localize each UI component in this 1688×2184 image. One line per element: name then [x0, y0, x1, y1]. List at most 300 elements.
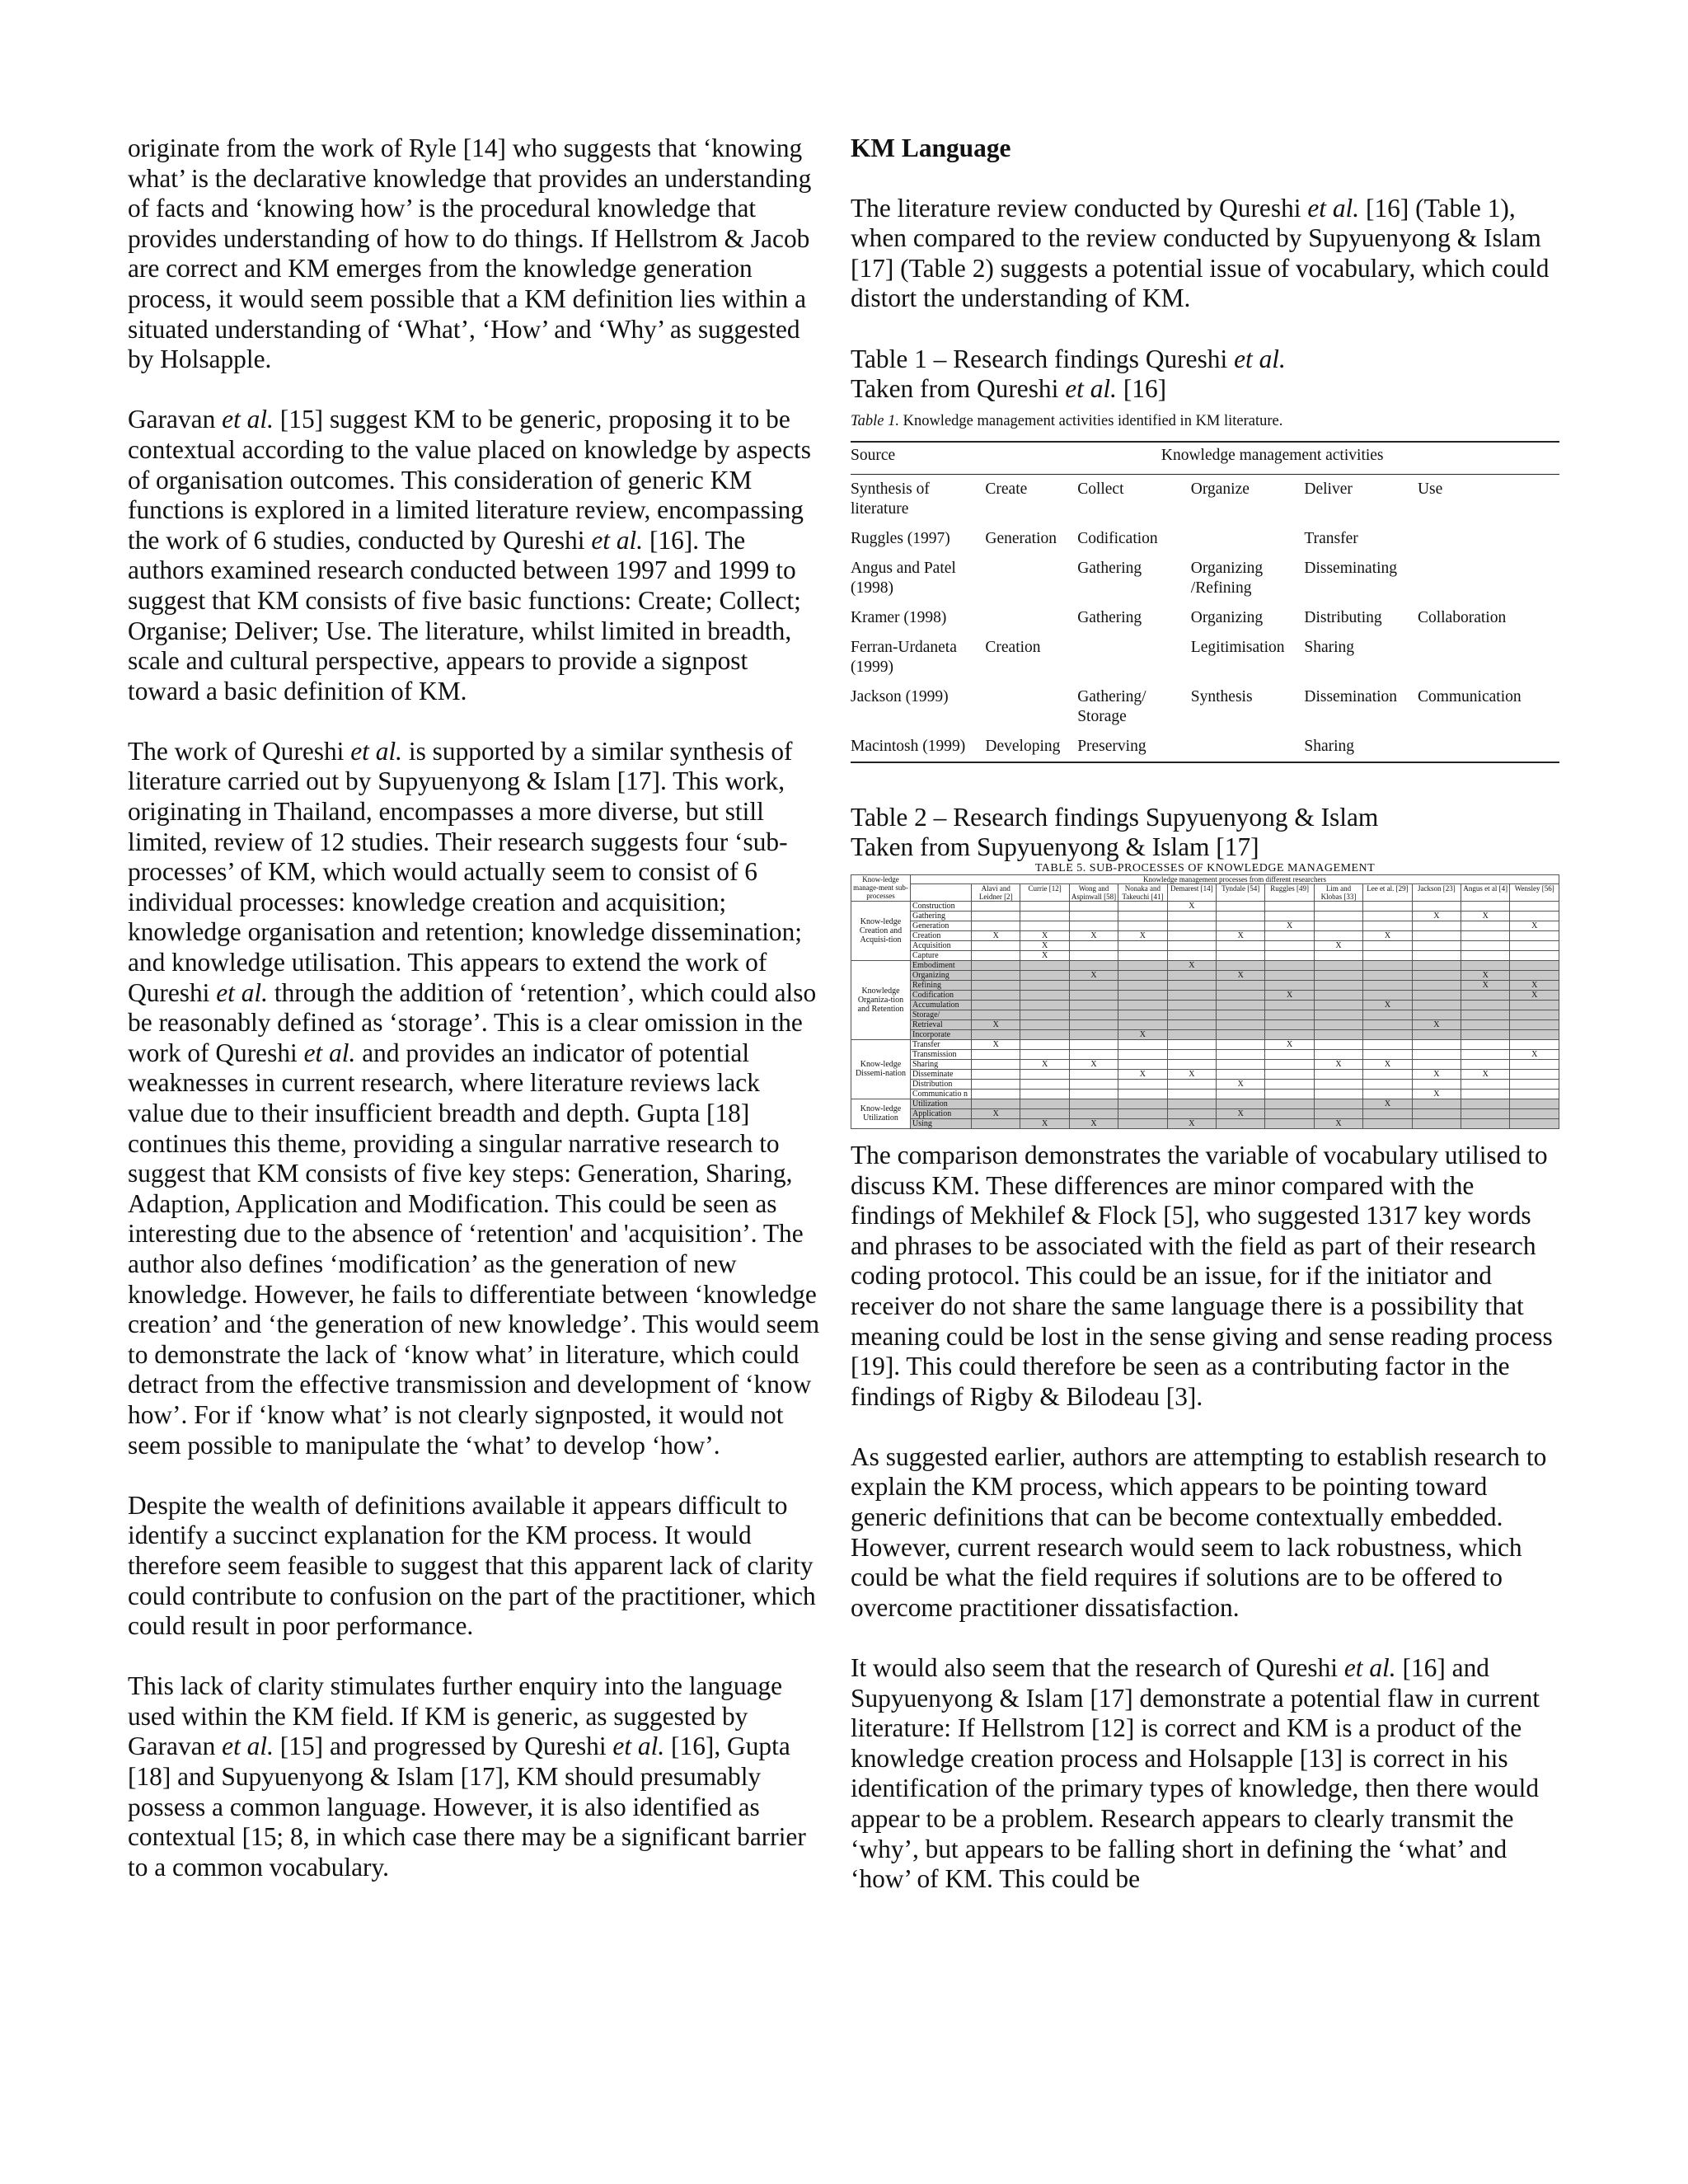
table2-mark-cell	[1069, 940, 1118, 950]
table2-mark-cell	[1314, 1099, 1362, 1108]
table2-mark-cell	[1069, 1000, 1118, 1010]
table2-mark-cell	[1363, 980, 1412, 990]
table2-row	[851, 1069, 1559, 1079]
table1-cell	[985, 603, 1077, 633]
table2-mark-cell	[1510, 960, 1559, 970]
table2-mark-cell	[1510, 1029, 1559, 1039]
table2-mark-cell	[972, 1000, 1020, 1010]
table2-subprocess-cell: Codification	[911, 990, 972, 1000]
para-italic: et al.	[303, 1038, 356, 1067]
table2-row	[851, 1010, 1559, 1019]
table2-mark-cell	[972, 1118, 1020, 1128]
table2-mark-cell	[1412, 950, 1461, 960]
table2-mark-cell	[1020, 1069, 1069, 1079]
table2-mark-cell: X	[1412, 1019, 1461, 1029]
para-text: The comparison demonstrates the variable of vocabulary utilised to discuss KM. These differences are minor compared with the findings of Mekhilef & Flock [5], who suggested 1317 key words and phrases to be associated with the field as part of their research coding protocol. This could be an issue, for if the initiator and receiver do not share the same language there is a possibility that meaning could be lost in the sense giving and sense reading process [19]. This could therefore be seen as a contributing factor in the findings of Rigby & Bilodeau [3].	[851, 1140, 1553, 1411]
table2-mark-cell	[1412, 901, 1461, 911]
caption-text: [16]	[1116, 374, 1167, 404]
table2-group-cell: Knowledge Organiza-tion and Retention	[851, 960, 911, 1039]
table2-mark-cell	[1217, 1029, 1265, 1039]
table2-mark-cell	[1510, 1118, 1559, 1128]
table2-header-row	[851, 874, 1559, 883]
table2-mark-cell	[1020, 1089, 1069, 1099]
table2-mark-cell: X	[1510, 1049, 1559, 1059]
table2-title: TABLE 5. SUB-PROCESSES OF KNOWLEDGE MANAGEMENT	[1034, 861, 1376, 874]
table2-mark-cell	[1167, 1010, 1216, 1019]
table2-row	[851, 1059, 1559, 1069]
table2-mark-cell	[1412, 930, 1461, 940]
table1-inner-caption	[851, 411, 1559, 431]
table2-mark-cell	[1510, 1089, 1559, 1099]
table2-mark-cell	[1412, 960, 1461, 970]
left-paragraph-1	[128, 134, 820, 375]
table2-mark-cell: X	[972, 1108, 1020, 1118]
table2-header-left: Know-ledge manage-ment sub-processes	[851, 874, 911, 901]
table2-subprocess-cell: Construction	[911, 901, 972, 911]
table2-mark-cell	[1118, 950, 1167, 960]
table2-mark-cell	[972, 1010, 1020, 1019]
table1-cell	[985, 554, 1077, 603]
table2-mark-cell	[1217, 1089, 1265, 1099]
table2-mark-cell	[1020, 911, 1069, 921]
table1-figure	[851, 411, 1559, 763]
table2-subprocess-cell: Organizing	[911, 970, 972, 980]
table2-mark-cell	[1461, 1000, 1510, 1010]
table1-header-source: Source	[851, 442, 985, 475]
left-paragraph-2	[128, 405, 820, 706]
table2-mark-cell	[1265, 930, 1314, 940]
table2-mark-cell	[1118, 1000, 1167, 1010]
table1-cell: Gathering/ Storage	[1077, 687, 1146, 725]
table2-mark-cell	[1265, 911, 1314, 921]
table2-author-cell: Angus et al [4]	[1461, 883, 1510, 901]
table2-mark-cell	[1265, 1029, 1314, 1039]
table1-row	[851, 732, 1559, 762]
table2-subprocess-cell: Distribution	[911, 1079, 972, 1089]
table2-mark-cell	[972, 980, 1020, 990]
table2-mark-cell	[1217, 1059, 1265, 1069]
table2-mark-cell: X	[1510, 990, 1559, 1000]
left-paragraph-3	[128, 737, 820, 1460]
para-text: is supported by a similar synthesis of literature carried out by Supyuenyong & Islam [17]. This work, originating in Thailand, encompasses a more diverse, but still limited, review of 12 studies. Their research suggests four ‘sub-processes’ of KM, which would actually seem to consist of 6 individual processes: knowledge creation and acquisition; knowledge organisation and retention; knowledge dissemination; and knowledge utilisation. This appears to extend the work of Qureshi	[128, 736, 803, 1007]
table2-mark-cell: X	[1265, 921, 1314, 930]
table2-mark-cell	[1461, 990, 1510, 1000]
para-text: Despite the wealth of definitions available it appears difficult to identify a succinct explanation for the KM process. It would therefore seem feasible to suggest that this apparent lack of clarity could contribute to confusion on the part of the practitioner, which could result in poor performance.	[128, 1490, 816, 1641]
table2-mark-cell	[1265, 980, 1314, 990]
caption-text: Knowledge management activities identified in KM literature.	[898, 412, 1283, 429]
table2-mark-cell	[1167, 930, 1216, 940]
table2-author-cell: Jackson [23]	[1412, 883, 1461, 901]
table2-mark-cell: X	[1167, 901, 1216, 911]
table2-mark-cell	[1510, 901, 1559, 911]
table2-mark-cell	[1461, 1089, 1510, 1099]
table2-mark-cell	[1363, 1039, 1412, 1049]
table2-caption: Table 2 – Research findings Supyuenyong & Islam	[851, 802, 1379, 832]
table1-cell: Transfer	[1304, 529, 1358, 547]
table2-mark-cell	[1461, 1079, 1510, 1089]
table2-mark-cell: X	[1510, 921, 1559, 930]
table2-figure	[851, 863, 1559, 1129]
table2-mark-cell	[1510, 970, 1559, 980]
table1-cell: Sharing	[1304, 732, 1418, 762]
table2-mark-cell: X	[1363, 1000, 1412, 1010]
table2-row	[851, 901, 1559, 911]
table2-mark-cell	[1412, 1029, 1461, 1039]
table1-caption	[851, 344, 1559, 375]
table2-mark-cell: X	[1118, 1029, 1167, 1039]
table2-mark-cell	[1461, 930, 1510, 940]
table2-mark-cell	[1314, 950, 1362, 960]
table2-mark-cell	[1314, 980, 1362, 990]
table2-mark-cell	[1265, 1049, 1314, 1059]
table2-mark-cell	[1461, 921, 1510, 930]
table2-author-cell: Wong and Aspinwall [58]	[1069, 883, 1118, 901]
table2-mark-cell	[1265, 1118, 1314, 1128]
table1-cell: Dissemination	[1304, 687, 1398, 705]
para-text: [16]. The authors examined research conducted between 1997 and 1999 to suggest that KM consists of five basic functions: Create; Collect; Organise; Deliver; Use. The literature, whilst limited in breadth, scale and cultural perspective, appears to provide a signpost toward a basic definition of KM.	[128, 525, 801, 705]
table2-mark-cell	[972, 940, 1020, 950]
table1-row	[851, 682, 1559, 732]
table2-mark-cell: X	[1314, 1118, 1362, 1128]
table1-cell: Collect	[1077, 480, 1124, 498]
table1-cell: Organize	[1190, 480, 1250, 498]
table2-mark-cell	[1217, 950, 1265, 960]
table2-mark-cell	[1167, 1000, 1216, 1010]
table1-cell	[1077, 633, 1191, 682]
table2-subprocess-cell: Application	[911, 1108, 972, 1118]
table2-mark-cell	[1363, 1010, 1412, 1019]
table2-mark-cell	[1118, 921, 1167, 930]
para-text: The literature review conducted by Qureshi	[851, 193, 1308, 223]
table2-group-cell: Know-ledge Creation and Acquisi-tion	[851, 901, 911, 960]
table2-subprocess-cell: Transmission	[911, 1049, 972, 1059]
table2-mark-cell	[1314, 1019, 1362, 1029]
table2-mark-cell	[1118, 901, 1167, 911]
right-paragraph-4	[851, 1653, 1559, 1895]
table1-cell	[985, 682, 1077, 732]
table2-mark-cell: X	[1167, 1069, 1216, 1079]
table2-header-span: Knowledge management processes from different researchers	[911, 874, 1559, 883]
table2-mark-cell	[1510, 911, 1559, 921]
table2-mark-cell	[1363, 1049, 1412, 1059]
table2-mark-cell: X	[1265, 1039, 1314, 1049]
table2-author-row	[851, 883, 1559, 901]
table2-row	[851, 1039, 1559, 1049]
table2-mark-cell	[1314, 1039, 1362, 1049]
table1-cell: Sharing	[1304, 638, 1355, 656]
para-text: [15] suggest KM to be generic, proposing it to be contextual according to the value placed on knowledge by aspects of organisation outcomes. This consideration of generic KM functions is explored in a limited literature review, encompassing the work of 6 studies, conducted by Qureshi	[128, 405, 811, 555]
table1-cell: Create	[985, 480, 1028, 498]
table2-mark-cell	[1314, 1108, 1362, 1118]
para-text: Garavan	[128, 405, 223, 434]
table2-mark-cell	[1020, 960, 1069, 970]
table2-mark-cell	[1363, 1079, 1412, 1089]
table2-mark-cell	[1020, 1029, 1069, 1039]
table2-mark-cell	[1363, 1029, 1412, 1039]
table2-mark-cell	[1118, 960, 1167, 970]
table2-row	[851, 1099, 1559, 1108]
table2-mark-cell	[1069, 1039, 1118, 1049]
left-column	[128, 134, 820, 1913]
table2-subprocess-cell: Capture	[911, 950, 972, 960]
table1-cell: Disseminating	[1304, 559, 1398, 577]
table1-header-activities: Knowledge management activities	[985, 442, 1559, 475]
table2-mark-cell	[1020, 1039, 1069, 1049]
table2-mark-cell	[1363, 1118, 1412, 1128]
table2-mark-cell	[1020, 990, 1069, 1000]
table2-mark-cell	[1510, 940, 1559, 950]
table2-author-cell: Demarest [14]	[1167, 883, 1216, 901]
table2-mark-cell: X	[972, 930, 1020, 940]
right-column	[851, 134, 1559, 1924]
table2-mark-cell	[1118, 1059, 1167, 1069]
table2-mark-cell: X	[1069, 970, 1118, 980]
caption-text: Table 1 – Research findings Qureshi	[851, 344, 1235, 373]
table2-mark-cell	[1363, 990, 1412, 1000]
table2-mark-cell	[1510, 1010, 1559, 1019]
table2-subprocess-cell: Sharing	[911, 1059, 972, 1069]
table2-subprocess-cell: Using	[911, 1118, 972, 1128]
table2-mark-cell	[1510, 1099, 1559, 1108]
table2-mark-cell: X	[1363, 1099, 1412, 1108]
table2-mark-cell: X	[1020, 940, 1069, 950]
table2-mark-cell	[1020, 901, 1069, 911]
table2-mark-cell	[1461, 1019, 1510, 1029]
table1-source-cell: Macintosh (1999)	[851, 732, 985, 762]
table2-mark-cell	[1461, 1108, 1510, 1118]
para-text: The work of Qureshi	[128, 736, 351, 766]
table2-mark-cell	[1118, 1089, 1167, 1099]
table2-mark-cell	[972, 1049, 1020, 1059]
table2-subprocess-cell: Utilization	[911, 1099, 972, 1108]
table2-mark-cell: X	[1167, 1118, 1216, 1128]
table2-mark-cell	[1217, 911, 1265, 921]
caption-italic: et al.	[1234, 344, 1286, 373]
table1-row	[851, 603, 1559, 633]
table1-source	[851, 374, 1559, 405]
table2-mark-cell	[972, 1069, 1020, 1079]
table2-mark-cell: X	[1217, 930, 1265, 940]
table2-mark-cell	[1167, 1099, 1216, 1108]
table2-mark-cell	[972, 1079, 1020, 1089]
table2-row	[851, 1089, 1559, 1099]
table2-mark-cell: X	[1412, 1069, 1461, 1079]
table2-mark-cell	[1314, 921, 1362, 930]
table2-row	[851, 1019, 1559, 1029]
table2-mark-cell	[1412, 1108, 1461, 1118]
table2-mark-cell	[1461, 1059, 1510, 1069]
table1-cell: Collaboration	[1417, 608, 1507, 626]
table2-mark-cell	[1363, 940, 1412, 950]
table1-row	[851, 554, 1559, 603]
para-italic: et al.	[1307, 193, 1360, 223]
table2-mark-cell	[1314, 1089, 1362, 1099]
table2-mark-cell	[1069, 950, 1118, 960]
table1-body	[851, 474, 1559, 762]
table2-mark-cell: X	[1020, 930, 1069, 940]
table2-mark-cell	[1265, 1019, 1314, 1029]
para-text: originate from the work of Ryle [14] who suggests that ‘knowing what’ is the declarative knowledge that provides an understanding of facts and ‘knowing how’ is the procedural knowledge that provides understanding of how to do things. If Hellstrom & Jacob are correct and KM emerges from the knowledge generation process, it would seem possible that a KM definition lies within a situated understanding of ‘What’, ‘How’ and ‘Why’ as suggested by Holsapple.	[128, 134, 812, 374]
table2-mark-cell	[1265, 901, 1314, 911]
table2-mark-cell	[1412, 940, 1461, 950]
table2-mark-cell	[1363, 921, 1412, 930]
table2-mark-cell	[1167, 980, 1216, 990]
table2-mark-cell: X	[1020, 1059, 1069, 1069]
table2-mark-cell	[1363, 970, 1412, 980]
table2-mark-cell	[1314, 1049, 1362, 1059]
table2-row	[851, 1029, 1559, 1039]
table2-mark-cell	[1217, 1118, 1265, 1128]
para-text: As suggested earlier, authors are attempting to establish research to explain the KM process, which appears to be pointing toward generic definitions that can be become contextually embedded. However, current research would seem to lack robustness, which could be what the field requires if solutions are to be offered to overcome practitioner dissatisfaction.	[851, 1441, 1547, 1622]
caption-text: Taken from Qureshi	[851, 374, 1066, 404]
table2-mark-cell	[1461, 901, 1510, 911]
table2-mark-cell	[1461, 960, 1510, 970]
table2-mark-cell	[1020, 1099, 1069, 1108]
table2-mark-cell	[1510, 1079, 1559, 1089]
table2-mark-cell	[1363, 960, 1412, 970]
table2-mark-cell: X	[1510, 980, 1559, 990]
table2-mark-cell	[1461, 1010, 1510, 1019]
table2-mark-cell	[1118, 1010, 1167, 1019]
section-heading: KM Language	[851, 134, 1011, 162]
para-italic: et al.	[350, 736, 403, 766]
table2-mark-cell	[972, 1099, 1020, 1108]
table2-mark-cell: X	[1217, 970, 1265, 980]
table2-mark-cell	[1069, 1108, 1118, 1118]
table2-row	[851, 921, 1559, 930]
table2-mark-cell	[1412, 1039, 1461, 1049]
table2-mark-cell	[1510, 1039, 1559, 1049]
table2-mark-cell	[1510, 1069, 1559, 1079]
table2-mark-cell	[1314, 930, 1362, 940]
table2-mark-cell	[1069, 1019, 1118, 1029]
table2-mark-cell	[1217, 960, 1265, 970]
table2-author-cell: Lee et al. [29]	[1363, 883, 1412, 901]
table2-mark-cell	[1461, 1029, 1510, 1039]
table2	[851, 874, 1559, 1129]
table2-mark-cell: X	[1461, 1069, 1510, 1079]
right-paragraph-1	[851, 194, 1559, 314]
table2-mark-cell	[1314, 1010, 1362, 1019]
table2-mark-cell	[1265, 1089, 1314, 1099]
right-paragraph-2	[851, 1141, 1559, 1412]
table2-mark-cell: X	[1069, 1059, 1118, 1069]
table2-mark-cell	[1167, 970, 1216, 980]
table2-mark-cell	[1167, 1108, 1216, 1118]
para-italic: et al.	[591, 525, 644, 555]
table2-group-cell: Know-ledge Utilization	[851, 1099, 911, 1128]
table2-subprocess-cell: Acquisition	[911, 940, 972, 950]
table2-subprocess-cell: Refining	[911, 980, 972, 990]
para-text: through the addition of ‘retention’, which could also be reasonably defined as ‘storage’. This is a clear omission in the work of Qureshi	[128, 977, 817, 1067]
table2-mark-cell	[1069, 1049, 1118, 1059]
table2-mark-cell	[1020, 1010, 1069, 1019]
table2-mark-cell	[1217, 901, 1265, 911]
table2-mark-cell	[972, 921, 1020, 930]
table2-mark-cell	[1265, 1010, 1314, 1019]
table1-cell: Generation	[985, 529, 1057, 547]
table1-cell: Synthesis	[1190, 687, 1253, 705]
table1-source-cell: Ruggles (1997)	[851, 529, 950, 547]
table2-mark-cell	[1167, 1079, 1216, 1089]
table2-subprocess-cell: Retrieval	[911, 1019, 972, 1029]
table1-cell: Gathering	[1077, 559, 1142, 577]
table1-cell: Distributing	[1304, 608, 1382, 626]
table2-author-cell: Wensley [56]	[1510, 883, 1559, 901]
table2-mark-cell: X	[1217, 1079, 1265, 1089]
table1-cell	[1191, 732, 1305, 762]
table2-mark-cell	[1412, 1079, 1461, 1089]
table2-mark-cell	[1069, 960, 1118, 970]
table2-subprocess-cell: Communicatio n	[911, 1089, 972, 1099]
table2-row	[851, 1079, 1559, 1089]
table2-mark-cell	[1167, 1089, 1216, 1099]
table1-row	[851, 474, 1559, 524]
table1-source-cell: Angus and Patel (1998)	[851, 559, 956, 597]
table2-mark-cell	[1265, 1108, 1314, 1118]
table2-mark-cell	[1314, 901, 1362, 911]
table2-mark-cell	[1217, 1010, 1265, 1019]
table1-source-cell: Jackson (1999)	[851, 687, 949, 705]
table2-mark-cell	[1118, 990, 1167, 1000]
table2-mark-cell	[1069, 1079, 1118, 1089]
table2-row	[851, 950, 1559, 960]
table1-header-row	[851, 442, 1559, 475]
table2-mark-cell	[1461, 1118, 1510, 1128]
table2-mark-cell	[1069, 990, 1118, 1000]
table2-mark-cell	[1118, 1099, 1167, 1108]
para-italic: et al.	[222, 1732, 274, 1761]
table1-source-cell: Ferran-Urdaneta (1999)	[851, 638, 957, 676]
table2-mark-cell	[1314, 1000, 1362, 1010]
para-italic: et al.	[222, 405, 274, 434]
table1-cell	[1418, 554, 1559, 603]
table2-mark-cell	[1314, 1069, 1362, 1079]
right-paragraph-3	[851, 1442, 1559, 1624]
table2-mark-cell: X	[1461, 980, 1510, 990]
table2-mark-cell	[1167, 990, 1216, 1000]
table2-mark-cell	[1069, 1010, 1118, 1019]
table2-header-blank	[911, 883, 972, 901]
table2-mark-cell	[1167, 921, 1216, 930]
table1-cell: Use	[1417, 480, 1443, 498]
table2-mark-cell	[1217, 940, 1265, 950]
caption-italic: Table 1.	[851, 412, 899, 429]
table2-row	[851, 930, 1559, 940]
table2-mark-cell	[1363, 1108, 1412, 1118]
table2-row	[851, 980, 1559, 990]
table2-mark-cell: X	[1363, 930, 1412, 940]
table2-mark-cell	[1510, 1108, 1559, 1118]
para-italic: et al.	[1343, 1653, 1396, 1683]
para-text: [16] (Table 1), when compared to the review conducted by Supyuenyong & Islam [17] (Table 2) suggests a potential issue of vocabulary, which could distort the understanding of KM.	[851, 193, 1550, 313]
table2-mark-cell	[1118, 1019, 1167, 1029]
table2-mark-cell	[1363, 901, 1412, 911]
table2-mark-cell	[1167, 1059, 1216, 1069]
table2-mark-cell	[1118, 1108, 1167, 1118]
table1-cell	[1418, 633, 1559, 682]
table2-mark-cell	[1265, 1059, 1314, 1069]
table2-group-cell: Know-ledge Dissemi-nation	[851, 1039, 911, 1099]
table2-mark-cell	[1069, 911, 1118, 921]
table2-mark-cell	[972, 960, 1020, 970]
table2-mark-cell	[1510, 1000, 1559, 1010]
table2-mark-cell	[1167, 1019, 1216, 1029]
table2-mark-cell	[1020, 1079, 1069, 1089]
table2-mark-cell	[972, 950, 1020, 960]
table2-row	[851, 1108, 1559, 1118]
table2-mark-cell: X	[1314, 1059, 1362, 1069]
